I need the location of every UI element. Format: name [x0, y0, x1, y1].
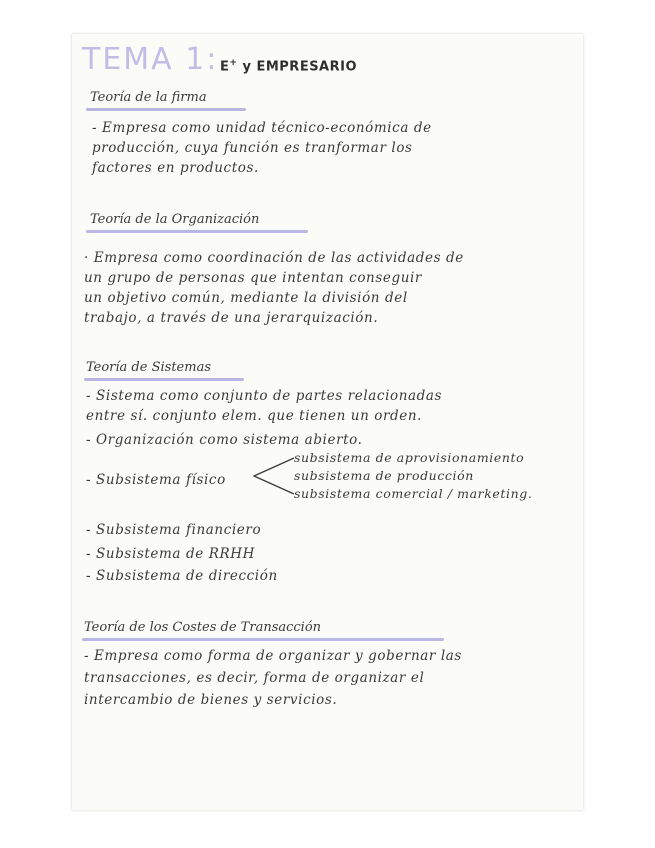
section-heading-sistemas: Teoría de Sistemas [86, 360, 211, 375]
section-heading-costes: Teoría de los Costes de Transacción [84, 620, 322, 635]
text-line: factores en productos. [92, 160, 259, 176]
subsistema-item: subsistema de aprovisionamiento [294, 450, 525, 465]
text-line: - Subsistema de dirección [86, 568, 278, 584]
text-line: producción, cuya función es tranformar los [92, 140, 413, 156]
page-title: TEMA 1: [82, 42, 219, 77]
heading-underline [82, 638, 444, 641]
subtitle-e: E [220, 59, 230, 75]
text-line: - Empresa como unidad técnico-económica de [92, 120, 432, 136]
text-line: - Empresa como forma de organizar y gobernar las [84, 648, 462, 664]
text-line: - Sistema como conjunto de partes relacionadas [86, 388, 443, 404]
text-line: un grupo de personas que intentan conseguir [84, 270, 422, 286]
text-line: intercambio de bienes y servicios. [84, 692, 338, 708]
heading-underline [86, 230, 308, 233]
page-subtitle [220, 58, 357, 74]
section-heading-firma: Teoría de la firma [90, 90, 207, 105]
text-line: · Empresa como coordinación de las actividades de [84, 250, 464, 266]
text-line: un objetivo común, mediante la división del [84, 290, 408, 306]
branch-arrow-icon [250, 454, 296, 498]
heading-underline [84, 378, 244, 381]
text-line: - Organización como sistema abierto. [86, 432, 363, 448]
text-line: - Subsistema de RRHH [86, 546, 255, 562]
notebook-page [72, 34, 583, 810]
heading-underline [86, 108, 246, 111]
section-heading-organizacion: Teoría de la Organización [90, 212, 260, 227]
subsistema-item: subsistema de producción [294, 468, 474, 483]
text-line: entre sí. conjunto elem. que tienen un orden. [86, 408, 423, 424]
subtitle-tail: y EMPRESARIO [237, 59, 358, 75]
text-line: transacciones, es decir, forma de organizar el [84, 670, 425, 686]
text-line: - Subsistema financiero [86, 522, 262, 538]
subtitle-sup: + [229, 58, 238, 68]
subsistema-fisico-label: - Subsistema físico [86, 472, 226, 488]
text-line: trabajo, a través de una jerarquización. [84, 310, 379, 326]
subsistema-item: subsistema comercial / marketing. [294, 486, 533, 501]
